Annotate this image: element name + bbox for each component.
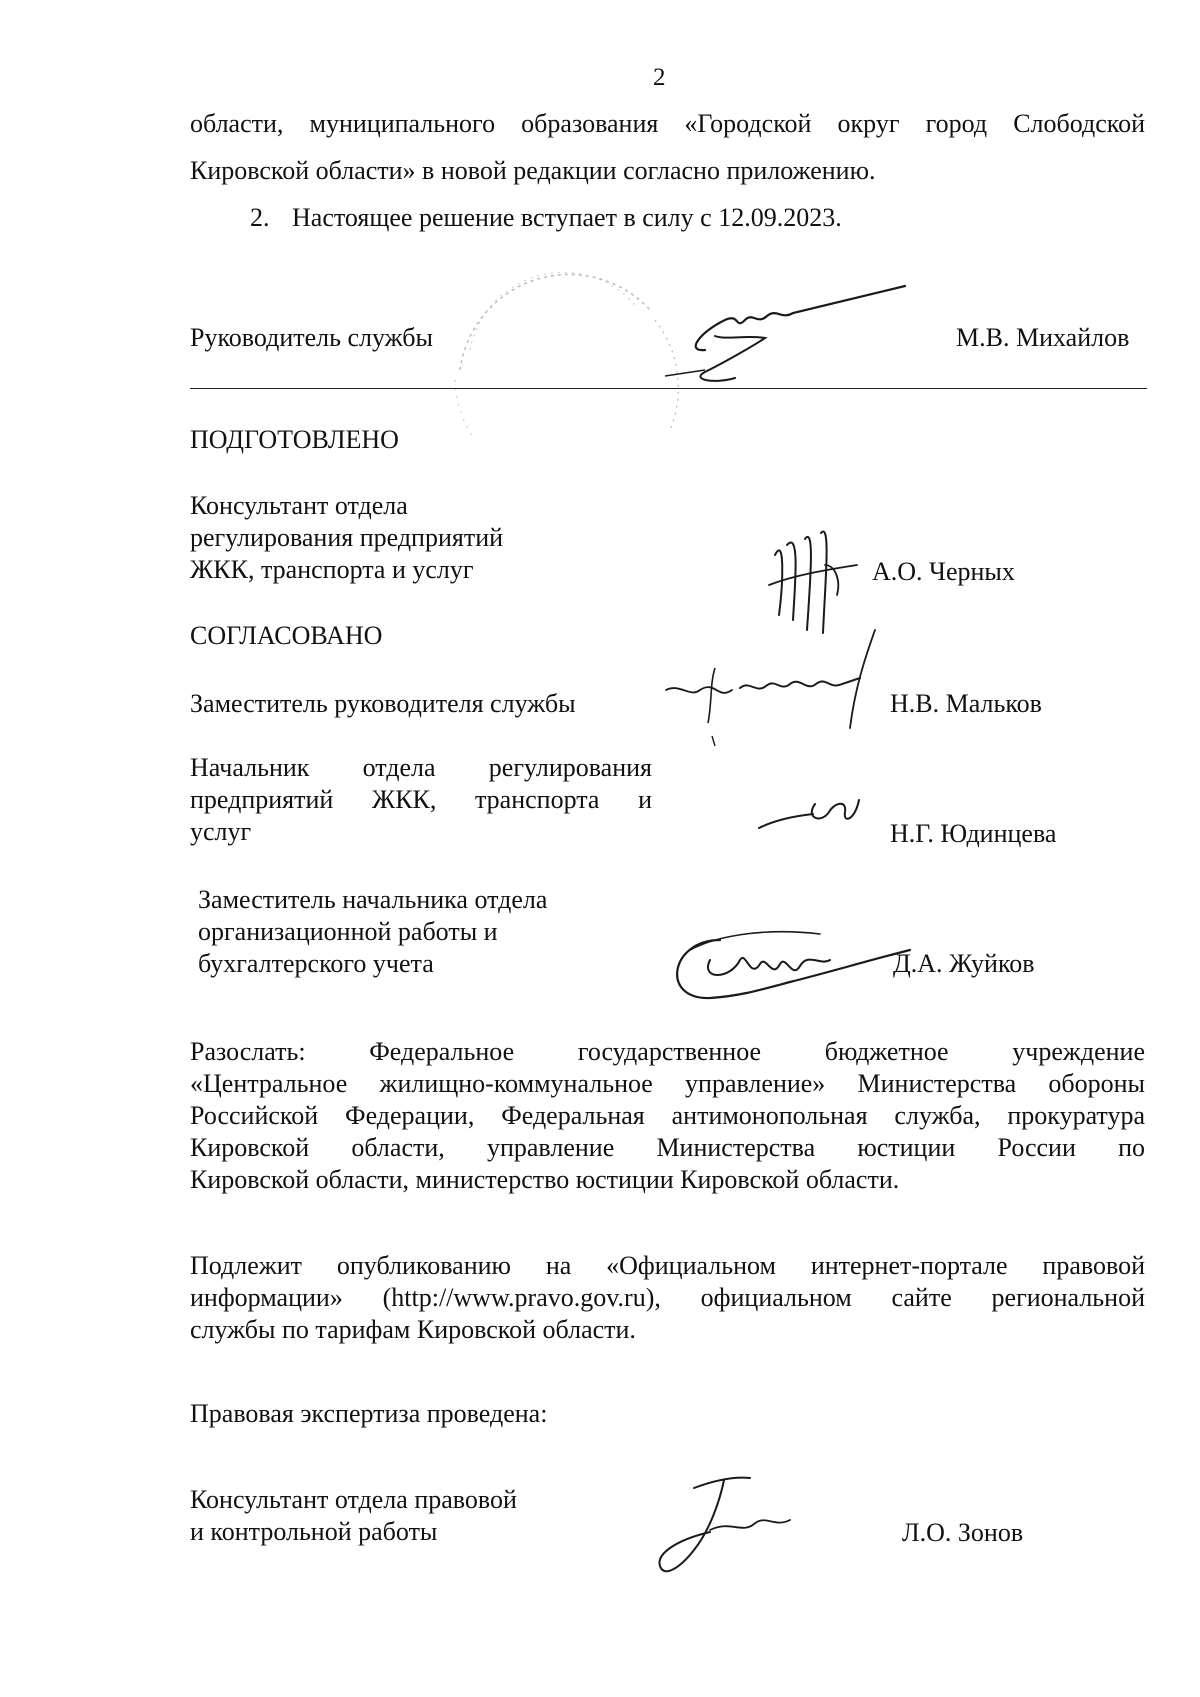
intro-line-2: Кировской области» в новой редакции согласно приложению. — [190, 156, 876, 185]
agreed-signer-2-name: Н.Г. Юдинцева — [890, 819, 1057, 848]
head-title: Руководитель службы — [190, 323, 433, 352]
legal-review-name: Л.О. Зонов — [902, 1518, 1024, 1547]
agreed-signer-3-position — [198, 884, 547, 980]
agreed-heading: СОГЛАСОВАНО — [190, 621, 383, 650]
head-signature — [645, 280, 905, 400]
item-2-number: 2. — [250, 203, 270, 232]
separator-line — [190, 388, 1147, 389]
agreed-signer-2-signature — [755, 790, 865, 840]
agreed-signer-3-position-line: Заместитель начальника отдела — [198, 885, 548, 914]
item-2-text: Настоящее решение вступает в силу с 12.09.2023. — [292, 203, 842, 232]
legal-review-position-line: и контрольной работы — [190, 1517, 438, 1546]
intro-line-1: области, муниципального образования «Городской округ город Слободской — [190, 109, 1145, 138]
agreed-signer-2-position-line: услуг — [190, 817, 252, 846]
prepared-position-line: регулирования предприятий — [190, 523, 504, 552]
distribution-line: Кировской области, управление Министерства юстиции России по — [190, 1133, 1145, 1162]
agreed-signer-2-position — [190, 752, 652, 848]
prepared-name: А.О. Черных — [872, 557, 1015, 586]
prepared-signature — [765, 525, 865, 640]
publication-line: Подлежит опубликованию на «Официальном интернет-портале правовой — [190, 1251, 1145, 1280]
prepared-heading: ПОДГОТОВЛЕНО — [190, 425, 399, 454]
distribution-line: Российской Федерации, Федеральная антимонопольная служба, прокуратура — [190, 1101, 1145, 1130]
prepared-position-line: ЖКК, транспорта и услуг — [190, 555, 474, 584]
legal-review-heading: Правовая экспертиза проведена: — [190, 1399, 548, 1428]
agreed-signer-2-position-line: Начальник отдела регулирования — [190, 753, 652, 782]
legal-review-position-line: Консультант отдела правовой — [190, 1485, 517, 1514]
legal-review-signature — [650, 1470, 800, 1585]
distribution-paragraph — [190, 1036, 1145, 1196]
distribution-line: Разослать: Федеральное государственное бюджетное учреждение — [190, 1037, 1145, 1066]
distribution-line: «Центральное жилищно-коммунальное управление» Министерства обороны — [190, 1069, 1145, 1098]
prepared-position-line: Консультант отдела — [190, 491, 408, 520]
publication-line: службы по тарифам Кировской области. — [190, 1315, 636, 1344]
prepared-position — [190, 490, 503, 586]
agreed-signer-2-position-line: предприятий ЖКК, транспорта и — [190, 785, 652, 814]
agreed-signer-3-position-line: бухгалтерского учета — [198, 949, 434, 978]
agreed-signer-3-name: Д.А. Жуйков — [893, 949, 1035, 978]
legal-review-position — [190, 1484, 517, 1548]
agreed-signer-1-signature — [660, 628, 920, 748]
publication-paragraph — [190, 1250, 1145, 1346]
agreed-signer-3-position-line: организационной работы и — [198, 917, 498, 946]
agreed-signer-1-position: Заместитель руководителя службы — [190, 689, 576, 718]
agreed-signer-1-name: Н.В. Мальков — [890, 689, 1042, 718]
agreed-signer-3-signature — [660, 920, 920, 1010]
page-number: 2 — [653, 64, 666, 91]
head-name: М.В. Михайлов — [956, 323, 1130, 352]
publication-line: информации» (http://www.pravo.gov.ru), официальном сайте региональной — [190, 1283, 1145, 1312]
distribution-line: Кировской области, министерство юстиции Кировской области. — [190, 1165, 900, 1194]
